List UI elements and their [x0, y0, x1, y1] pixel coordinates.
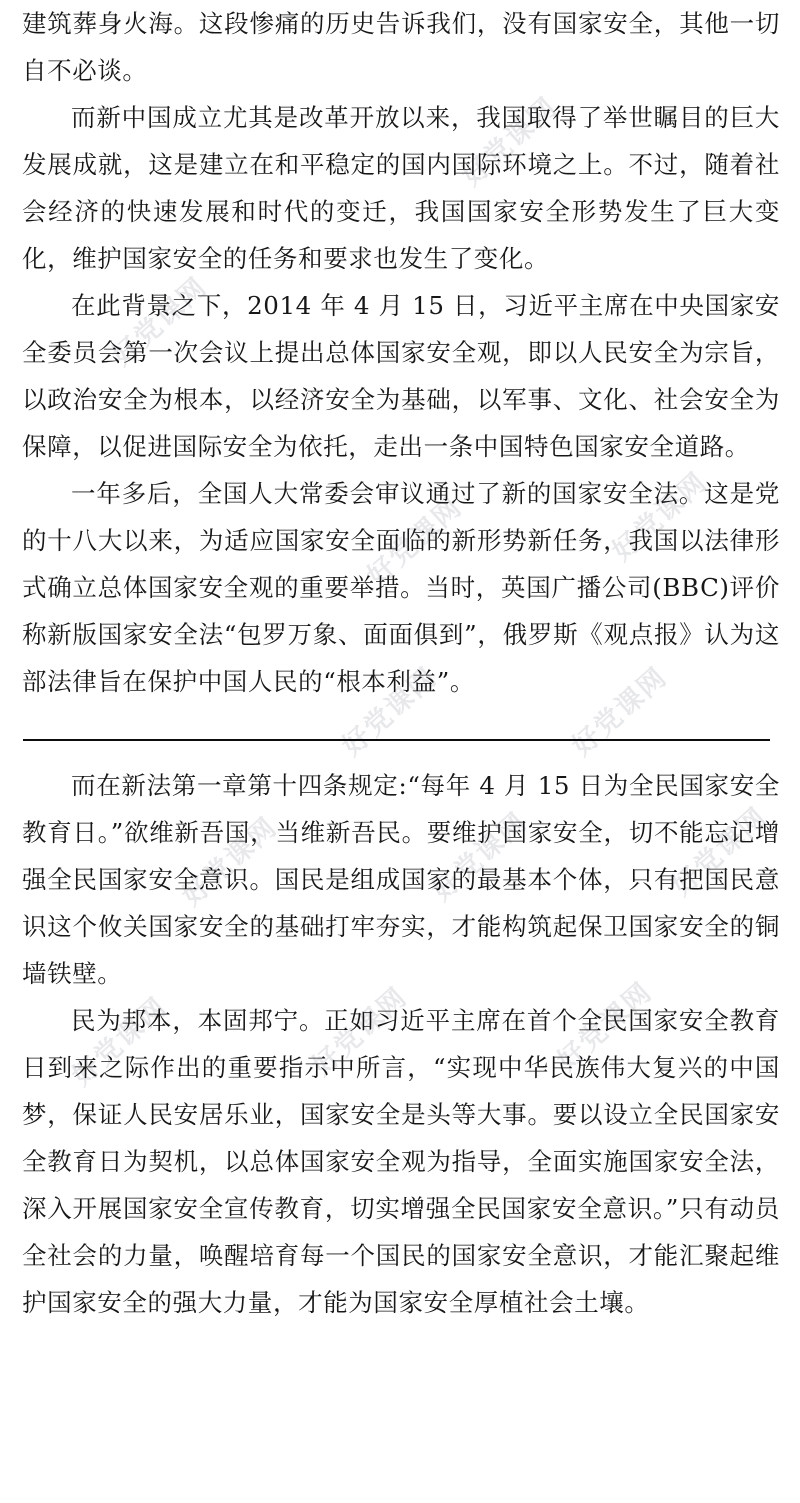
watermark-text: 好党课网: [176, 811, 284, 913]
watermark-text: 好党课网: [666, 801, 774, 903]
watermark-text: 好党课网: [361, 491, 469, 593]
watermark-text: 好党课网: [66, 991, 174, 1093]
watermark-text: 好党课网: [106, 271, 214, 373]
paragraph-body: 民为邦本，本固邦宁。正如习近平主席在首个全民国家安全教育日到来之际作出的重要指示中所言，“实现中华民族伟大复兴的中国梦，保证人民安居乐业，国家安全是头等大事。要以设立全民国家安全教育日为契机，以总体国家安全观为指导，全面实施国家安全法，深入开展国家安全宣传教育，切实增强全民国家安全意识。”只有动员全社会的力量，唤醒培育每一个国民的国家安全意识，才能汇聚起维护国家安全的强大力量，才能为国家安全厚植社会土壤。: [22, 1006, 780, 1317]
watermark-text: 好党课网: [306, 981, 414, 1083]
watermark-text: 好党课网: [566, 661, 674, 763]
page-section-lower: [22, 762, 780, 1326]
paragraph-body: 而在新法第一章第十四条规定:“每年 4 月 15 日为全民国家安全教育日。”欲维新吾国，当维新吾民。要维护国家安全，切不能忘记增强全民国家安全意识。国民是组成国家的最基本个体，只有把国民意识这个攸关国家安全的基础打牢夯实，才能构筑起保卫国家安全的铜墙铁壁。: [22, 771, 780, 988]
watermark-text: 好党课网: [551, 976, 659, 1078]
page-break-divider: [23, 739, 770, 741]
watermark-text: 好党课网: [426, 806, 534, 908]
watermark-text: 好党课网: [336, 661, 444, 763]
watermark-text: 好党课网: [606, 466, 714, 568]
paragraph-body: 建筑葬身火海。这段惨痛的历史告诉我们，没有国家安全，其他一切自不必谈。: [22, 9, 780, 85]
paragraph-body: 在此背景之下，2014 年 4 月 15 日，习近平主席在中央国家安全委员会第一次会议上提出总体国家安全观，即以人民安全为宗旨，以政治安全为根本，以经济安全为基础，以军事、文化、社会安全为保障，以促进国际安全为依托，走出一条中国特色国家安全道路。: [22, 291, 780, 461]
paragraph-body: 而新中国成立尤其是改革开放以来，我国取得了举世瞩目的巨大发展成就，这是建立在和平稳定的国内国际环境之上。不过，随着社会经济的快速发展和时代的变迁，我国国家安全形势发生了巨大变化，维护国家安全的任务和要求也发生了变化。: [22, 103, 780, 273]
page-section-upper: [22, 0, 780, 705]
watermark-text: 好党课网: [456, 91, 564, 193]
paragraph-body: 一年多后，全国人大常委会审议通过了新的国家安全法。这是党的十八大以来，为适应国家安全面临的新形势新任务，我国以法律形式确立总体国家安全观的重要举措。当时，英国广播公司(BBC)评价称新版国家安全法“包罗万象、面面俱到”，俄罗斯《观点报》认为这部法律旨在保护中国人民的“根本利益”。: [22, 479, 780, 696]
